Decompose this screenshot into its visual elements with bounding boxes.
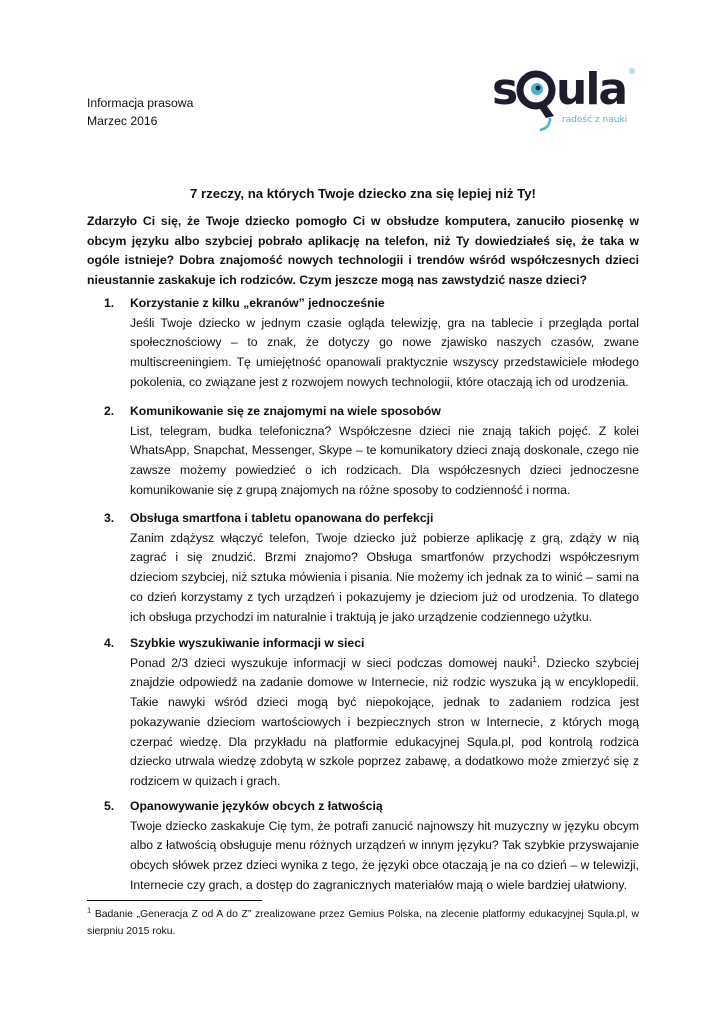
section-heading: Obsługa smartfona i tabletu opanowana do perfekcji: [130, 511, 434, 525]
doc-type: Informacja prasowa: [87, 96, 194, 110]
section-heading: Opanowywanie języków obcych z łatwością: [130, 799, 383, 813]
squla-logo: [488, 58, 640, 138]
footnote: [87, 906, 639, 940]
svg-text:ula: ula: [556, 64, 627, 115]
section-body: Twoje dziecko zaskakuje Cię tym, że potrafi zanucić najnowszy hit muzyczny w języku obcym albo z łatwością obsługuje menu różnych urządzeń w innym języku? Tak szybkie przyswajanie obcych słówek przez dzieci wynika z tego, że języki obce otaczają je na co dzień – w telewizji, Internecie czy grach, a dostęp do zagranicznych materiałów mają o wiele bardziej ułatwiony.: [130, 818, 639, 892]
logo-eye-icon: [520, 74, 554, 130]
footnote-divider: [87, 900, 262, 901]
list-number: 3.: [104, 511, 115, 525]
section-heading: Komunikowanie się ze znajomymi na wiele sposobów: [130, 404, 441, 418]
list-number: 5.: [104, 799, 115, 813]
section-body: [130, 654, 639, 792]
list-number: 2.: [104, 404, 115, 418]
logo-tagline: radość z nauki: [562, 115, 628, 125]
list-number: 4.: [104, 636, 115, 650]
footnote-text: Badanie „Generacja Z od A do Z” zrealizowane przez Gemius Polska, na zlecenie platformy edukacyjnej Squla.pl, w sierpniu 2015 roku.: [87, 909, 639, 937]
section-heading: Korzystanie z kilku „ekranów” jednocześnie: [130, 296, 385, 310]
section-body: List, telegram, budka telefoniczna? Współczesne dzieci nie znają takich pojęć. Z kolei WhatsApp, Snapchat, Messenger, Skype – te komunikatory dzieci znają doskonale, czego nie zawsze możemy powiedzieć o ich rodzicach. Dla współczesnych dzieci jednoczesne komunikowanie się z grupą znajomych na różne sposoby to codzienność i norma.: [130, 423, 639, 497]
document-meta: [87, 94, 193, 130]
list-number: 1.: [104, 296, 115, 310]
svg-text:s: s: [492, 64, 517, 115]
doc-date: Marzec 2016: [87, 114, 158, 128]
svg-text:®: ®: [628, 67, 636, 76]
section-body: Zanim zdążysz włączyć telefon, Twoje dziecko już pobierze aplikację z grą, zdąży w nią zagrać i się znudzić. Brzmi znajomo? Obsługa smartfonów przychodzi współczesnym dzieciom szybciej, niż sztuka mówienia i pisania. Nie możemy ich jednak za to winić – sami na co dzień korzystamy z tych urządzeń i pokazujemy je dzieciom już od urodzenia. To dlatego ich obsługa przychodzi im naturalnie i traktują je jako urządzenie codziennego użytku.: [130, 530, 639, 624]
page-title: 7 rzeczy, na których Twoje dziecko zna się lepiej niż Ty!: [190, 186, 536, 201]
section-body: Jeśli Twoje dziecko w jednym czasie ogląda telewizję, gra na tablecie i przegląda portal społecznościowy – to znak, że dotyczy go nowe zjawisko naszych czasów, zwane multiscreeningiem. Tę umiejętność opanowali praktycznie wszyscy przedstawiciele młodego pokolenia, co związane jest z rozwojem nowych technologii, które otaczają ich od urodzenia.: [130, 315, 639, 389]
section-body-part: Ponad 2/3 dzieci wyszukuje informacji w sieci podczas domowej nauki: [130, 655, 533, 670]
lead-paragraph: Zdarzyło Ci się, że Twoje dziecko pomogło Ci w obsłudze komputera, zanuciło piosenkę w obcym języku albo szybciej pobrało aplikację na telefon, niż Ty dowiedziałeś się, że taka w ogóle istnieje? Dobra znajomość nowych technologii i trendów wśród współczesnych dzieci nieustannie zaskakuje ich rodziców. Czym jeszcze mogą nas zawstydzić nasze dzieci?: [87, 214, 639, 288]
footnote-reference[interactable]: 1: [532, 654, 537, 664]
section-heading: Szybkie wyszukiwanie informacji w sieci: [130, 636, 365, 650]
section-body-part: . Dziecko szybciej znajdzie odpowiedź na zadanie domowe w Internecie, niż rodzic wyszuka ją w encyklopedii. Takie nawyki wśród dzieci mogą być niepokojące, jednak to zadaniem rodzica jest pokazywanie dzieciom wartościowych i bezpiecznych stron w Internecie, z których mogą czerpać wiedzę. Dla przykładu na platformie edukacyjnej Squla.pl, pod kontrolą rodzica dziecko utrwala wiedzę zdobytą w szkole poprzez zabawę, a dodatkowo może zmierzyć się z rodzicem w quizach i grach.: [130, 655, 640, 788]
footnote-marker: 1: [87, 905, 92, 915]
